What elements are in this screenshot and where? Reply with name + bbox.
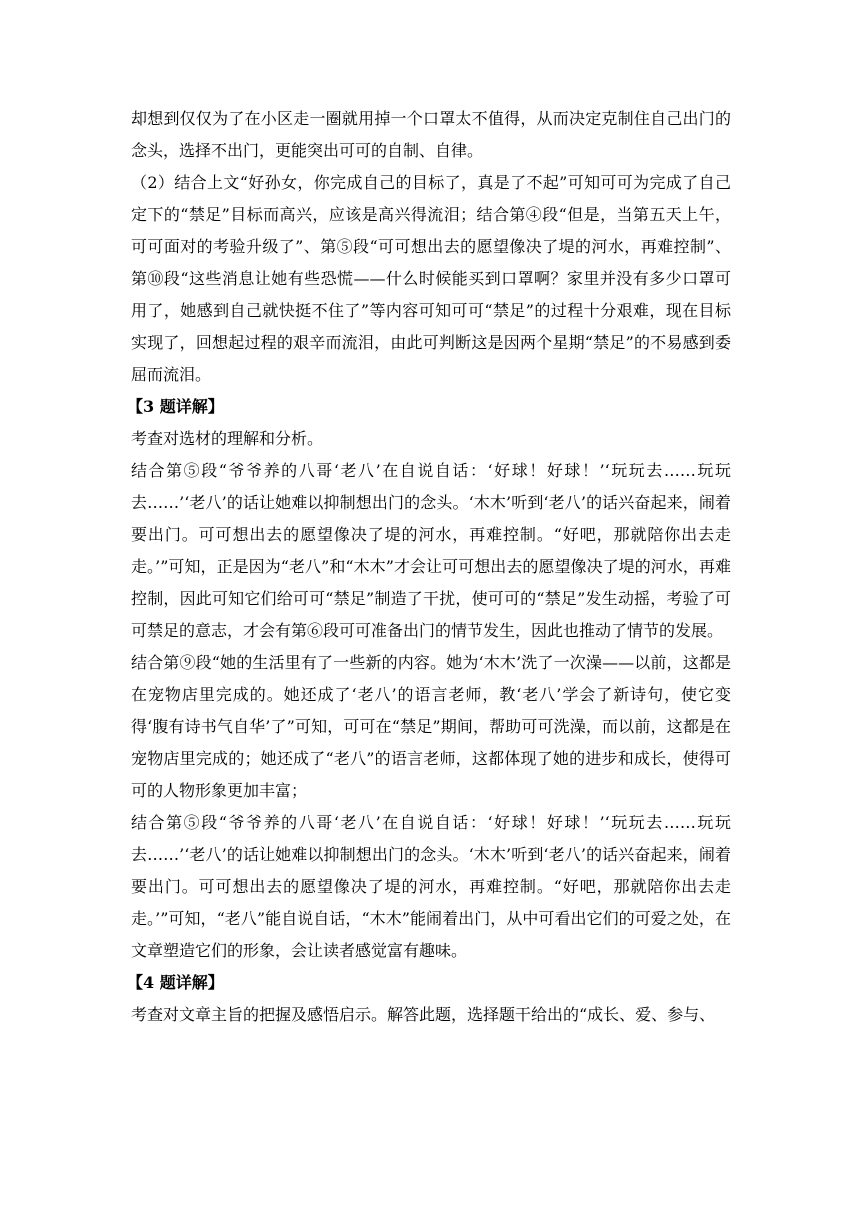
document-body bbox=[127, 103, 731, 1031]
answer-paragraph-q3-plot: 结合第⑤段“爷爷养的八哥‘老八’在自说自话：‘好球！好球！’‘玩玩去……玩玩去……’‘老八’的话让她难以抑制想出门的念头。‘木木’听到‘老八’的话兴奋起来，闹着要出门。可可想出去的愿望像决了堤的河水，再难控制。“好吧，那就陪你出去走走。’”可知，正是因为“老八”和“木木”才会让可可想出去的愿望像决了堤的河水，再难控制，因此可知它们给可可“禁足”制造了干扰，使可可的“禁足”发生动摇，考验了可可禁足的意志，才会有第⑥段可可准备出门的情节发生，因此也推动了情节的发展。 bbox=[131, 461, 731, 640]
answer-paragraph-continuation: 却想到仅仅为了在小区走一圈就用掉一个口罩太不值得，从而决定克制住自己出门的念头，选择不出门，更能突出可可的自制、自律。 bbox=[131, 109, 731, 160]
section-heading-q4: 【4 题详解】 bbox=[127, 973, 224, 992]
answer-paragraph-q3-character: 结合第⑨段“她的生活里有了一些新的内容。她为‘木木’洗了一次澡——以前，这都是在宠物店里完成的。她还成了‘老八’的语言老师，教‘老八’学会了新诗句，使它变得‘腹有诗书气自华’了”可知，可可在“禁足”期间，帮助可可洗澡，而以前，这都是在宠物店里完成的；她还成了“老八”的语言老师，这都体现了她的进步和成长，使得可可的人物形象更加丰富； bbox=[131, 653, 731, 800]
answer-paragraph-q3-interest: 结合第⑤段“爷爷养的八哥‘老八’在自说自话：‘好球！好球！’‘玩玩去……玩玩去……’‘老八’的话让她难以抑制想出门的念头。‘木木’听到‘老八’的话兴奋起来，闹着要出门。可可想出去的愿望像决了堤的河水，再难控制。“好吧，那就陪你出去走走。’”可知，“老八”能自说自话，“木木”能闹着出门，从中可看出它们的可爱之处，在文章塑造它们的形象，会让读者感觉富有趣味。 bbox=[131, 813, 731, 960]
section-heading-q3: 【3 题详解】 bbox=[127, 397, 224, 416]
answer-paragraph-q4-intro: 考查对文章主旨的把握及感悟启示。解答此题，选择题干给出的“成长、爱、参与、 bbox=[131, 1005, 716, 1024]
answer-paragraph-q2: （2）结合上文“好孙女，你完成自己的目标了，真是了不起”可知可可为完成了自己定下的“禁足”目标而高兴，应该是高兴得流泪；结合第④段“但是，当第五天上午，可可面对的考验升级了”、第⑤段“可可想出去的愿望像决了堤的河水，再难控制”、第⑩段“这些消息让她有些恐慌——什么时候能买到口罩啊？家里并没有多少口罩可用了，她感到自己就快挺不住了”等内容可知可可“禁足”的过程十分艰难，现在目标实现了，回想起过程的艰辛而流泪，由此可判断这是因两个星期“禁足”的不易感到委屈而流泪。 bbox=[131, 173, 731, 384]
answer-paragraph-q3-intro: 考查对选材的理解和分析。 bbox=[131, 429, 324, 448]
